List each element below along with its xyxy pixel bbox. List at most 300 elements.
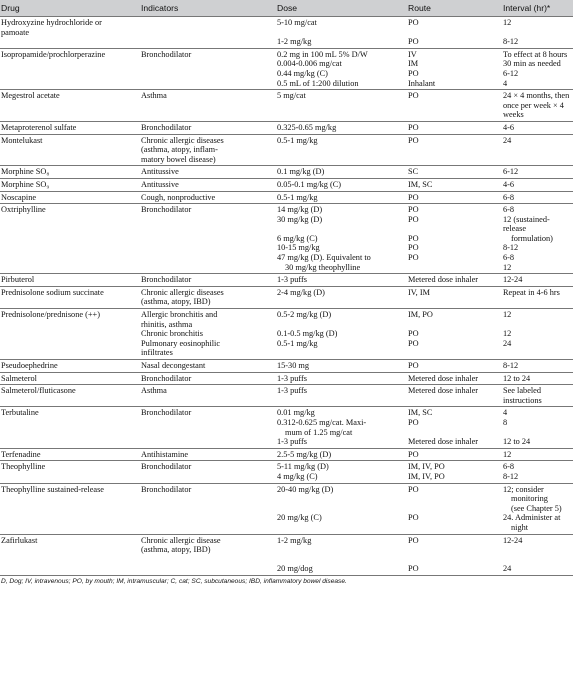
cell-interval — [502, 191, 573, 204]
cell-interval — [502, 372, 573, 385]
cell-route — [407, 360, 502, 373]
cell-dose — [276, 204, 407, 274]
table-row — [0, 178, 573, 191]
cell-line: PO — [408, 135, 419, 145]
cell-line: 6-8 — [503, 192, 515, 202]
cell-line: 24 — [503, 135, 512, 145]
cell-dose — [276, 309, 407, 360]
cell-drug — [0, 534, 140, 575]
cell-line — [141, 18, 274, 28]
cell-dose — [276, 286, 407, 308]
cell-line: Salmeterol — [1, 373, 37, 383]
cell-indicators — [140, 407, 276, 448]
cell-line: Bronchodilator — [141, 373, 192, 383]
table-row — [0, 274, 573, 287]
header-route: Route — [407, 0, 502, 17]
cell-line: Bronchodilator — [141, 408, 192, 418]
cell-line: 8-12 — [503, 471, 519, 481]
cell-line: night — [511, 522, 529, 532]
cell-interval — [502, 134, 573, 166]
cell-indicators — [140, 360, 276, 373]
cell-line: PO — [408, 122, 419, 132]
cell-line: PO — [408, 243, 419, 253]
cell-line: weeks — [503, 110, 524, 120]
cell-line: 24 × 4 months, then — [503, 91, 570, 101]
cell-line: 12; consider — [503, 484, 544, 494]
cell-dose — [276, 191, 407, 204]
cell-indicators — [140, 17, 276, 49]
cell-indicators — [140, 274, 276, 287]
cell-line — [503, 555, 571, 565]
cell-line: 12 to 24 — [503, 373, 531, 383]
cell-interval — [502, 121, 573, 134]
cell-line: 12 to 24 — [503, 437, 531, 447]
cell-line: formulation) — [511, 233, 553, 243]
cell-line: Bronchodilator — [141, 49, 192, 59]
cell-interval — [502, 17, 573, 49]
cell-line: 24 — [503, 564, 512, 574]
cell-line: 1-2 mg/kg — [277, 535, 312, 545]
cell-line: PO — [408, 417, 419, 427]
cell-line: Metered dose inhaler — [408, 386, 479, 396]
cell-line: Metaproterenol sulfate — [1, 122, 77, 132]
cell-route — [407, 191, 502, 204]
cell-line: 0.5-1 mg/kg — [277, 192, 318, 202]
cell-line: Chronic bronchitis — [141, 329, 203, 339]
cell-line: 4-6 — [503, 122, 515, 132]
cell-route — [407, 448, 502, 461]
cell-indicators — [140, 461, 276, 483]
cell-dose — [276, 17, 407, 49]
cell-route — [407, 385, 502, 407]
cell-interval — [502, 360, 573, 373]
cell-line: Oxtriphylline — [1, 205, 46, 215]
cell-line: 0.325-0.65 mg/kg — [277, 122, 337, 132]
table-row — [0, 448, 573, 461]
table-row — [0, 17, 573, 49]
cell-line: 8-12 — [503, 361, 519, 370]
cell-line: Chronic allergic diseases — [141, 135, 224, 145]
cell-line: Metered dose inhaler — [408, 437, 479, 447]
cell-line: (see Chapter 5) — [511, 503, 562, 513]
cell-line — [277, 504, 405, 514]
cell-indicators — [140, 534, 276, 575]
cell-indicators — [140, 204, 276, 274]
cell-route — [407, 372, 502, 385]
cell-line: IM, IV, PO — [408, 471, 445, 481]
cell-line: 6-12 — [503, 68, 519, 78]
header-dose: Dose — [276, 0, 407, 17]
cell-line — [277, 494, 405, 504]
cell-line: mum of 1.25 mg/cat — [285, 427, 353, 437]
table-row — [0, 134, 573, 166]
cell-line — [141, 564, 274, 574]
cell-interval — [502, 448, 573, 461]
cell-line: Asthma — [141, 386, 167, 396]
cell-drug — [0, 90, 140, 122]
cell-dose — [276, 385, 407, 407]
table-row — [0, 309, 573, 360]
cell-line: See labeled — [503, 386, 542, 396]
cell-interval — [502, 461, 573, 483]
cell-dose — [276, 534, 407, 575]
cell-line: 4-6 — [503, 179, 515, 189]
cell-line — [503, 28, 571, 38]
cell-line: (asthma, atopy, IBD) — [141, 545, 211, 555]
cell-line — [277, 320, 405, 330]
cell-dose — [276, 274, 407, 287]
cell-line: Theophylline sustained-release — [1, 484, 104, 494]
cell-dose — [276, 48, 407, 89]
cell-line: 20 mg/kg (C) — [277, 513, 322, 523]
cell-dose — [276, 448, 407, 461]
cell-dose — [276, 360, 407, 373]
cell-line: infiltrates — [141, 348, 173, 358]
table-row — [0, 360, 573, 373]
cell-line — [503, 545, 571, 555]
cell-line: 8-12 — [503, 37, 519, 47]
cell-route — [407, 274, 502, 287]
cell-route — [407, 166, 502, 179]
cell-dose — [276, 178, 407, 191]
cell-drug — [0, 309, 140, 360]
cell-line: PO — [408, 449, 419, 459]
cell-indicators — [140, 121, 276, 134]
cell-indicators — [140, 178, 276, 191]
cell-line: Metered dose inhaler — [408, 373, 479, 383]
cell-line: 1-3 puffs — [277, 275, 308, 285]
cell-line: Antitussive — [141, 179, 179, 189]
cell-line: Morphine SO₉ — [1, 179, 50, 189]
cell-line: 4 — [503, 78, 508, 88]
cell-line: 1-3 puffs — [277, 373, 308, 383]
cell-line: Nasal decongestant — [141, 361, 206, 370]
cell-indicators — [140, 372, 276, 385]
cell-indicators — [140, 48, 276, 89]
cell-line: PO — [408, 513, 419, 523]
cell-line: Theophylline — [1, 462, 46, 472]
cell-indicators — [140, 90, 276, 122]
cell-line: Hydroxyzine hydrochloride or — [1, 18, 102, 27]
cell-line: Bronchodilator — [141, 205, 192, 215]
cell-line: Morphine SO₈ — [1, 167, 50, 177]
cell-line: 0.004-0.006 mg/cat — [277, 59, 342, 69]
table-row — [0, 204, 573, 274]
cell-drug — [0, 204, 140, 274]
cell-route — [407, 483, 502, 534]
cell-line — [408, 494, 500, 504]
cell-line: 0.312-0.625 mg/cat. Maxi- — [277, 417, 367, 427]
cell-line: 2-4 mg/kg (D) — [277, 287, 325, 297]
cell-route — [407, 134, 502, 166]
table-row — [0, 166, 573, 179]
cell-line — [141, 555, 274, 565]
table-row — [0, 483, 573, 534]
cell-line: Zafirlukast — [1, 535, 38, 545]
cell-indicators — [140, 166, 276, 179]
cell-dose — [276, 407, 407, 448]
cell-line: Asthma — [141, 91, 167, 101]
cell-line: PO — [408, 205, 419, 215]
cell-line: monitoring — [511, 494, 548, 504]
cell-line: PO — [408, 361, 419, 370]
cell-line: Terfenadine — [1, 449, 41, 459]
table-body — [0, 17, 573, 575]
cell-dose — [276, 483, 407, 534]
cell-line: Bronchodilator — [141, 122, 192, 132]
cell-line: 0.5-1 mg/kg — [277, 338, 318, 348]
table-row — [0, 90, 573, 122]
cell-line: 12 — [503, 449, 512, 459]
cell-line: 4 — [503, 408, 508, 418]
cell-line: 12-24 — [503, 275, 523, 285]
cell-line: 0.5 mL of 1:200 dilution — [277, 78, 359, 88]
cell-route — [407, 309, 502, 360]
cell-dose — [276, 134, 407, 166]
cell-line: (asthma, atopy, IBD) — [141, 297, 211, 307]
cell-line: PO — [408, 484, 419, 494]
header-interval: Interval (hr)* — [502, 0, 573, 17]
cell-interval — [502, 534, 573, 575]
cell-interval — [502, 385, 573, 407]
cell-line: (asthma, atopy, inflam- — [141, 145, 218, 155]
cell-line: Prednisolone/prednisone (++) — [1, 310, 100, 320]
cell-line: 30 min as needed — [503, 59, 561, 69]
cell-line: 14 mg/kg (D) — [277, 205, 323, 215]
cell-line: Bronchodilator — [141, 484, 192, 494]
cell-line: rhinitis, asthma — [141, 319, 193, 329]
table-row — [0, 534, 573, 575]
cell-line: Cough, nonproductive — [141, 192, 216, 202]
cell-line: 5-11 mg/kg (D) — [277, 462, 329, 472]
cell-drug — [0, 407, 140, 448]
cell-line: PO — [408, 214, 419, 224]
cell-line: 12-24 — [503, 535, 523, 545]
cell-line: PO — [408, 233, 419, 243]
cell-route — [407, 407, 502, 448]
table-footnote: D, Dog; IV, intravenous; PO, by mouth; IM, intramuscular; C, cat; SC, subcutaneous; IBD, inflammatory bowel disease. — [0, 575, 573, 585]
cell-interval — [502, 274, 573, 287]
cell-line: IM, SC — [408, 408, 433, 418]
cell-interval — [502, 286, 573, 308]
cell-line: Inhalant — [408, 78, 436, 88]
cell-interval — [502, 90, 573, 122]
cell-route — [407, 534, 502, 575]
cell-drug — [0, 385, 140, 407]
cell-line: 0.05-0.1 mg/kg (C) — [277, 179, 342, 189]
cell-drug — [0, 483, 140, 534]
cell-dose — [276, 90, 407, 122]
cell-line: 5-10 mg/cat — [277, 18, 317, 27]
cell-drug — [0, 360, 140, 373]
cell-line: 30 mg/kg theophylline — [285, 262, 361, 272]
cell-indicators — [140, 286, 276, 308]
cell-line: 15-30 mg — [277, 361, 310, 370]
cell-line: PO — [408, 564, 419, 574]
cell-line: PO — [408, 253, 419, 263]
header-indicators: Indicators — [140, 0, 276, 17]
cell-line: 12 — [503, 18, 512, 27]
cell-line: 12 — [503, 262, 512, 272]
cell-route — [407, 121, 502, 134]
cell-line: Bronchodilator — [141, 275, 192, 285]
cell-interval — [502, 166, 573, 179]
cell-line: 0.2 mg in 100 mL 5% D/W — [277, 49, 368, 59]
cell-line: 20 mg/dog — [277, 564, 313, 574]
cell-route — [407, 286, 502, 308]
cell-dose — [276, 372, 407, 385]
cell-interval — [502, 178, 573, 191]
cell-line: Megestrol acetate — [1, 91, 60, 101]
cell-line: PO — [408, 192, 419, 202]
cell-line: SC — [408, 167, 419, 177]
cell-line: 1-2 mg/kg — [277, 37, 312, 47]
cell-drug — [0, 134, 140, 166]
cell-line: Bronchodilator — [141, 462, 192, 472]
table-row — [0, 385, 573, 407]
table-header-row — [0, 0, 573, 17]
cell-indicators — [140, 134, 276, 166]
header-drug: Drug — [0, 0, 140, 17]
cell-line: 1-3 puffs — [277, 437, 308, 447]
cell-indicators — [140, 483, 276, 534]
table-row — [0, 191, 573, 204]
cell-line: Pulmonary eosinophilic — [141, 338, 221, 348]
cell-line: 0.1 mg/kg (D) — [277, 167, 325, 177]
cell-line: PO — [408, 91, 419, 101]
cell-route — [407, 461, 502, 483]
cell-drug — [0, 166, 140, 179]
cell-dose — [276, 461, 407, 483]
cell-line: To effect at 8 hours — [503, 49, 568, 59]
cell-line: Allergic bronchitis and — [141, 310, 218, 320]
cell-drug — [0, 17, 140, 49]
cell-line: 0.44 mg/kg (C) — [277, 68, 328, 78]
cell-line: 8-12 — [503, 243, 519, 253]
cell-route — [407, 48, 502, 89]
table-row — [0, 286, 573, 308]
cell-line: PO — [408, 68, 419, 78]
cell-line: Salmeterol/fluticasone — [1, 386, 76, 396]
cell-line — [277, 28, 405, 38]
cell-line: Prednisolone sodium succinate — [1, 287, 104, 297]
cell-line: Chronic allergic diseases — [141, 287, 224, 297]
cell-line: 12 — [503, 310, 512, 320]
cell-line: 24. Administer at — [503, 513, 561, 523]
cell-line: IV — [408, 49, 417, 59]
cell-line — [1, 37, 138, 47]
cell-line: Terbutaline — [1, 408, 39, 418]
table-row — [0, 372, 573, 385]
cell-line — [408, 320, 500, 330]
cell-indicators — [140, 191, 276, 204]
cell-line — [277, 545, 405, 555]
cell-interval — [502, 48, 573, 89]
cell-line — [408, 504, 500, 514]
cell-drug — [0, 372, 140, 385]
cell-line: 20-40 mg/kg (D) — [277, 484, 334, 494]
cell-line: IM, SC — [408, 179, 433, 189]
cell-line — [408, 28, 500, 38]
cell-interval — [502, 407, 573, 448]
cell-line: matory bowel disease) — [141, 154, 216, 164]
cell-interval — [502, 204, 573, 274]
cell-line — [408, 224, 500, 234]
cell-drug — [0, 178, 140, 191]
cell-line: Pseudoephedrine — [1, 361, 58, 370]
cell-line: Antihistamine — [141, 449, 189, 459]
cell-line: 0.01 mg/kg — [277, 408, 315, 418]
cell-line: IM, PO — [408, 310, 433, 320]
cell-line: IM, IV, PO — [408, 462, 445, 472]
cell-indicators — [140, 385, 276, 407]
cell-dose — [276, 166, 407, 179]
cell-line: IM — [408, 59, 419, 69]
cell-line: Isopropamide/prochlorperazine — [1, 49, 106, 59]
cell-line: 5 mg/cat — [277, 91, 306, 101]
cell-line — [408, 545, 500, 555]
cell-line: once per week × 4 — [503, 100, 564, 110]
cell-line — [408, 428, 500, 438]
cell-route — [407, 90, 502, 122]
cell-indicators — [140, 448, 276, 461]
cell-route — [407, 178, 502, 191]
cell-line: IV, IM — [408, 287, 430, 297]
cell-line: pamoate — [1, 27, 30, 37]
cell-line: Repeat in 4-6 hrs — [503, 287, 560, 297]
cell-line: instructions — [503, 395, 542, 405]
cell-line: 0.5-1 mg/kg — [277, 135, 318, 145]
cell-line: 47 mg/kg (D). Equivalent to — [277, 253, 371, 263]
cell-line: 12 (sustained-release — [503, 214, 550, 234]
cell-drug — [0, 274, 140, 287]
cell-line: Pirbuterol — [1, 275, 35, 285]
cell-line: PO — [408, 18, 419, 27]
cell-line — [408, 555, 500, 565]
cell-drug — [0, 286, 140, 308]
cell-drug — [0, 448, 140, 461]
cell-line: Metered dose inhaler — [408, 275, 479, 285]
cell-line: 1-3 puffs — [277, 386, 308, 396]
cell-line: Antitussive — [141, 167, 179, 177]
table-row — [0, 461, 573, 483]
cell-line: 6-8 — [503, 462, 515, 472]
table-row — [0, 48, 573, 89]
cell-line: 6-8 — [503, 253, 515, 263]
cell-dose — [276, 121, 407, 134]
cell-drug — [0, 461, 140, 483]
cell-line — [277, 224, 405, 234]
cell-line: PO — [408, 37, 419, 47]
cell-line: 10-15 mg/kg — [277, 243, 320, 253]
cell-line: Montelukast — [1, 135, 43, 145]
cell-drug — [0, 191, 140, 204]
cell-line: PO — [408, 329, 419, 339]
cell-line: 8 — [503, 417, 508, 427]
cell-line: 12 — [503, 329, 512, 339]
cell-line: 0.1-0.5 mg/kg (D) — [277, 329, 338, 339]
cell-route — [407, 204, 502, 274]
cell-line: 2.5-5 mg/kg (D) — [277, 449, 332, 459]
cell-line: PO — [408, 535, 419, 545]
cell-drug — [0, 48, 140, 89]
cell-line — [503, 320, 571, 330]
cell-line: 6-8 — [503, 205, 515, 215]
table-row — [0, 407, 573, 448]
cell-interval — [502, 309, 573, 360]
table-row — [0, 121, 573, 134]
cell-line: PO — [408, 338, 419, 348]
